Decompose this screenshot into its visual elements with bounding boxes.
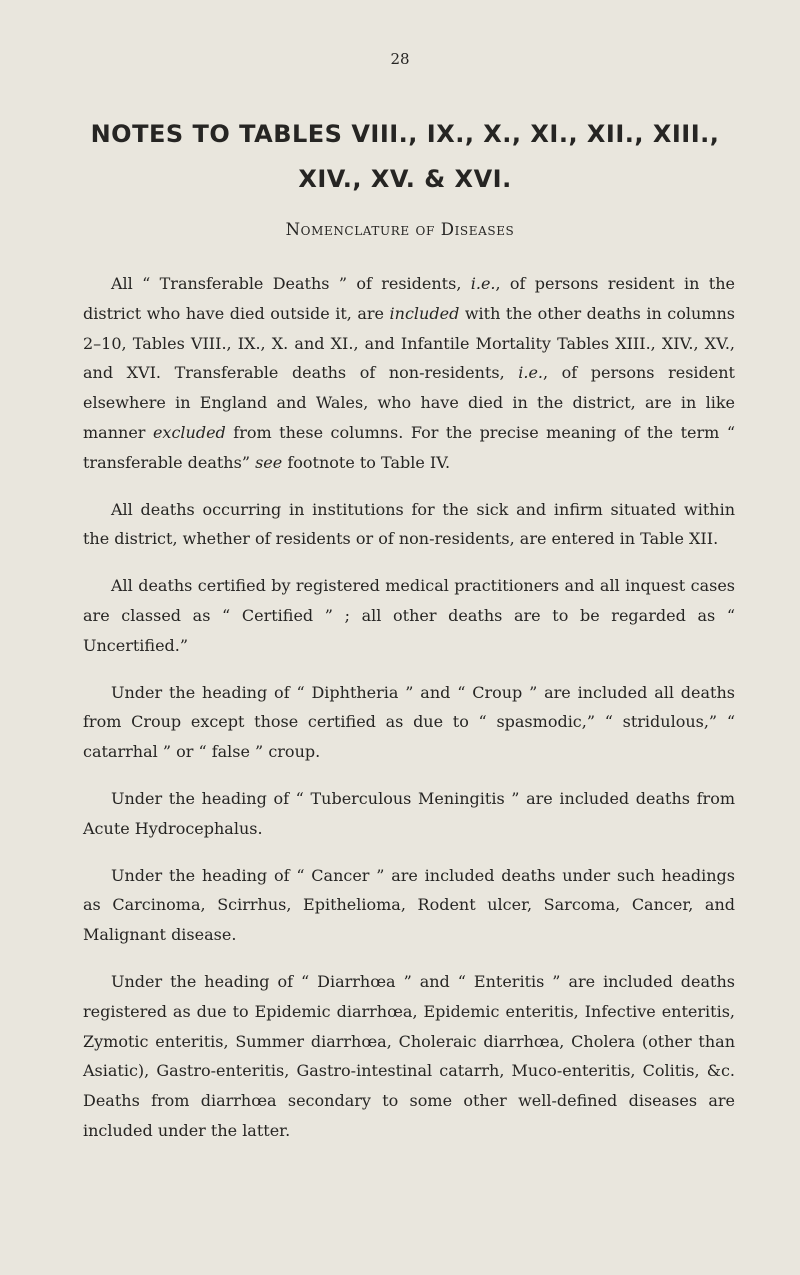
paragraph-diphtheria-croup: Under the heading of “ Diphtheria ” and “ Croup ” are included all deaths from Croup except those certified as due to “ spasmodic,” “ stridulous,” “ catarrhal ” or “ false ” croup. [83,682,735,762]
text-span: from these columns. For the precise meaning of the term “ transferable deaths” [83,422,736,472]
italic-see: see [255,452,283,472]
paragraph-tuberculous-meningitis: Under the heading of “ Tuberculous Meningitis ” are included deaths from Acute Hydrocephalus. [83,788,735,838]
italic-ie: i.e. [518,363,544,383]
page-number: 28 [390,50,410,68]
body-text [83,269,735,1146]
text-span: footnote to Table IV. [282,452,451,472]
italic-excluded: excluded [152,422,226,442]
text-span: , of persons resident in the district who have died outside it, are [83,274,735,323]
text-span: , of persons resident elsewhere in England and Wales, who have died in the district, are in like manner [83,363,735,442]
paragraph-certified-deaths: All deaths certified by registered medical practitioners and all inquest cases are classed as “ Certified ” ; all other deaths are to be regarded as “ Uncertified.” [83,576,735,655]
italic-included: included [389,303,460,323]
page-title-line-2: XIV., XV. & XVI. [298,165,512,193]
paragraph-institution-deaths: All deaths occurring in institutions for the sick and infirm situated within the district, whether of residents or of non-residents, are entered in Table XII. [83,499,735,549]
paragraph-cancer: Under the heading of “ Cancer ” are included deaths under such headings as Carcinoma, Scirrhus, Epithelioma, Rodent ulcer, Sarcoma, Cancer, and Malignant disease. [83,865,735,945]
paragraph-diarrhoea-enteritis: Under the heading of “ Diarrhœa ” and “ Enteritis ” are included deaths registered as due to Epidemic diarrhœa, Epidemic enteritis, Infective enteritis, Zymotic enteritis, Summer diarrhœa, Choleraic diarrhœa, Cholera (other than Asiatic), Gastro-enteritis, Gastro-intestinal catarrh, Muco-enteritis, Colitis, &c. Deaths from diarrhœa secondary to some other well-defined diseases are included under the latter. [83,971,735,1140]
page-title-line-1: NOTES TO TABLES VIII., IX., X., XI., XII., XIII., [90,120,720,148]
text-span: with the other deaths in columns 2–10, Tables VIII., IX., X. and XI., and Infantile Mortality Tables XIII., XIV., XV., and XVI. Transferable deaths of non-residents, [83,303,735,383]
section-subheading: Nomenclature of Diseases [285,220,515,239]
text-span: All “ Transferable Deaths ” of residents, [111,274,471,293]
italic-ie: i.e. [470,274,496,293]
paragraph-transferable-deaths [83,269,735,478]
